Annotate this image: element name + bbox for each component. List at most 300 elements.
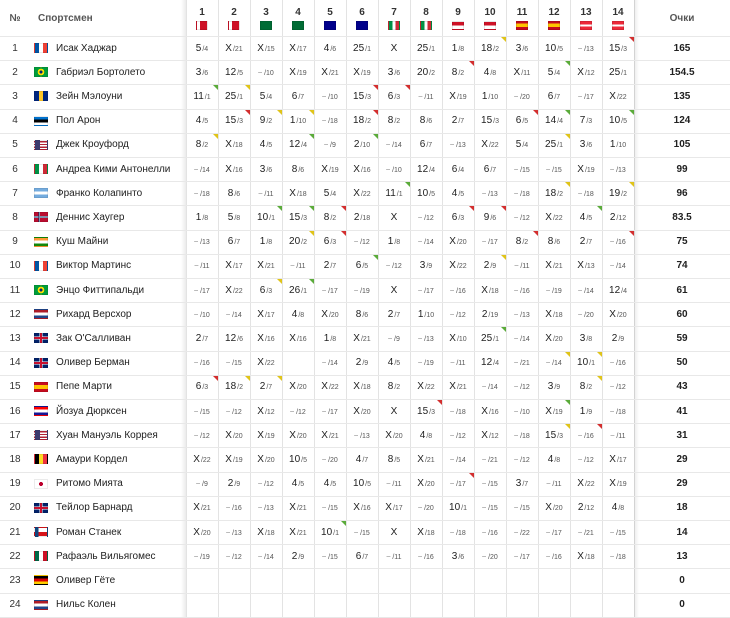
race-result: [442, 472, 474, 496]
race-result: [410, 278, 442, 302]
position-number: 4: [12, 115, 18, 127]
driver-name[interactable]: [30, 447, 186, 471]
netherlands-flag-icon: [34, 600, 48, 610]
result-grid: /4: [458, 166, 465, 174]
result-finish: X: [481, 139, 488, 151]
result-grid: /17: [328, 408, 338, 416]
result-grid: /9: [234, 481, 241, 489]
result-grid: /15: [488, 505, 498, 513]
round-header-3[interactable]: [250, 0, 282, 36]
driver-name[interactable]: [30, 351, 186, 375]
driver-name[interactable]: [30, 423, 186, 447]
driver-name[interactable]: [30, 593, 186, 617]
race-result: [250, 60, 282, 84]
race-result: [474, 60, 506, 84]
driver-name[interactable]: [30, 181, 186, 205]
result-grid: /11: [200, 263, 210, 271]
result-finish: 4: [387, 357, 394, 369]
result-finish: –: [514, 213, 519, 221]
result-grid: /20: [360, 408, 371, 416]
result-grid: /5: [557, 45, 563, 53]
result-grid: /11: [264, 190, 274, 198]
driver-points: 75: [676, 236, 688, 248]
position-number: 2: [12, 66, 18, 78]
race-result: [314, 230, 346, 254]
result-finish: –: [578, 92, 583, 100]
result-finish: 11: [385, 187, 396, 199]
row-divider: [0, 36, 730, 37]
race-result: [442, 84, 474, 108]
race-result: [314, 399, 346, 423]
result-finish: 6: [291, 90, 298, 102]
result-finish: 10: [289, 453, 301, 465]
driver-points: 96: [676, 187, 688, 199]
result-grid: /20: [328, 456, 338, 464]
result-grid: /15: [520, 505, 530, 513]
result-grid: /13: [616, 166, 626, 174]
driver-name[interactable]: [30, 375, 186, 399]
race-result: [250, 181, 282, 205]
result-grid: /1: [396, 190, 403, 198]
position-number: 20: [9, 502, 21, 514]
result-finish: 15: [545, 429, 557, 441]
result-grid: /16: [584, 432, 594, 440]
result-finish: 8: [291, 163, 298, 175]
result-grid: /5: [458, 190, 465, 198]
race-result: [378, 205, 410, 229]
result-finish: –: [194, 165, 199, 173]
result-grid: /15: [200, 408, 210, 416]
round-header-6[interactable]: [346, 0, 378, 36]
driver-points: 61: [676, 284, 688, 296]
result-finish: X: [577, 163, 584, 175]
row-divider: [0, 302, 730, 303]
result-grid: /3: [557, 432, 563, 440]
race-result: [282, 423, 314, 447]
result-grid: /19: [488, 311, 499, 319]
result-finish: 2: [291, 550, 298, 562]
result-finish: 25: [481, 332, 493, 344]
result-finish: 25: [225, 90, 237, 102]
round-header-11[interactable]: [506, 0, 538, 36]
race-result: [602, 133, 634, 157]
race-result: [250, 157, 282, 181]
driver-name[interactable]: [30, 302, 186, 326]
result-finish: –: [322, 504, 327, 512]
result-finish: X: [257, 308, 264, 320]
result-grid: /6: [330, 45, 337, 53]
result-finish: –: [514, 407, 519, 415]
race-result: [250, 133, 282, 157]
saudi-flag-icon: [260, 21, 272, 30]
result-grid: /4: [493, 360, 499, 368]
result-grid: /9: [554, 384, 561, 392]
result-grid: /11: [296, 263, 306, 271]
driver-name-text: Оливер Гёте: [56, 574, 116, 586]
header-pos: №: [9, 12, 21, 24]
round-header-13[interactable]: [570, 0, 602, 36]
driver-points: 124: [673, 115, 691, 127]
race-result: [218, 302, 250, 326]
result-finish: –: [226, 504, 231, 512]
race-result: [378, 568, 410, 592]
result-grid: /12: [392, 263, 402, 271]
race-result: [538, 109, 570, 133]
driver-name[interactable]: [30, 568, 186, 592]
race-result: [410, 230, 442, 254]
result-finish: X: [577, 550, 584, 562]
race-result: [378, 181, 410, 205]
race-result: [186, 568, 218, 592]
brazil-flag-icon: [34, 285, 48, 295]
result-finish: –: [610, 528, 615, 536]
race-result: [570, 399, 602, 423]
race-result: [410, 544, 442, 568]
result-finish: –: [322, 407, 327, 415]
result-grid: /12: [488, 432, 499, 440]
race-result: [282, 544, 314, 568]
result-finish: –: [290, 407, 295, 415]
result-finish: 25: [417, 42, 429, 54]
result-grid: /21: [296, 505, 307, 513]
race-result: [538, 568, 570, 592]
race-result: [378, 544, 410, 568]
result-grid: /22: [264, 360, 275, 368]
driver-name[interactable]: [30, 230, 186, 254]
race-result: [314, 109, 346, 133]
round-header-7[interactable]: [378, 0, 410, 36]
round-number: 6: [359, 6, 365, 18]
round-header-1[interactable]: [186, 0, 218, 36]
result-finish: –: [514, 383, 519, 391]
result-finish: 8: [419, 115, 426, 127]
spain-flag-icon: [548, 21, 560, 30]
result-grid: /5: [429, 190, 435, 198]
driver-name[interactable]: [30, 109, 186, 133]
race-result: [538, 423, 570, 447]
race-result: [442, 133, 474, 157]
driver-name[interactable]: [30, 399, 186, 423]
result-grid: /1: [237, 93, 243, 101]
result-grid: /16: [488, 408, 499, 416]
result-grid: /6: [298, 166, 305, 174]
driver-name[interactable]: [30, 133, 186, 157]
race-result: [506, 109, 538, 133]
result-finish: 2: [323, 260, 330, 272]
race-result: [250, 326, 282, 350]
race-result: [506, 399, 538, 423]
row-divider: [0, 568, 730, 569]
race-result: [538, 157, 570, 181]
result-grid: /9: [586, 408, 593, 416]
result-finish: –: [418, 92, 423, 100]
driver-points: 13: [676, 550, 688, 562]
result-finish: 4: [323, 42, 330, 54]
result-finish: 9: [483, 211, 490, 223]
driver-name[interactable]: [30, 84, 186, 108]
result-finish: 1: [195, 211, 202, 223]
round-header-4[interactable]: [282, 0, 314, 36]
race-result: [474, 230, 506, 254]
result-finish: 15: [417, 405, 429, 417]
result-grid: /19: [296, 69, 307, 77]
monaco-flag-icon: [452, 21, 464, 30]
driver-points: 31: [676, 429, 688, 441]
race-result: [602, 472, 634, 496]
driver-points: 18: [676, 502, 688, 514]
result-finish: X: [390, 284, 398, 296]
race-result: [186, 520, 218, 544]
result-finish: 18: [545, 187, 557, 199]
result-finish: 15: [353, 90, 365, 102]
race-result: [346, 568, 378, 592]
round-header-8[interactable]: [410, 0, 442, 36]
result-grid: /4: [330, 190, 337, 198]
race-result: [378, 60, 410, 84]
driver-name[interactable]: [30, 496, 186, 520]
result-grid: /1: [301, 287, 307, 295]
race-result: [218, 351, 250, 375]
result-finish: 6: [451, 211, 458, 223]
result-grid: /22: [200, 456, 211, 464]
result-grid: /19: [552, 408, 563, 416]
round-header-5[interactable]: [314, 0, 346, 36]
position-number: 6: [12, 163, 18, 175]
result-grid: /16: [232, 505, 242, 513]
result-finish: 2: [577, 502, 584, 514]
result-finish: –: [322, 552, 327, 560]
result-grid: /21: [456, 384, 467, 392]
result-finish: 1: [579, 405, 586, 417]
driver-name[interactable]: [30, 326, 186, 350]
result-finish: 12: [481, 357, 493, 369]
result-grid: /15: [360, 529, 370, 537]
race-result: [314, 157, 346, 181]
result-grid: /9: [362, 360, 369, 368]
result-grid: /18: [264, 529, 275, 537]
race-result: [474, 399, 506, 423]
result-finish: X: [289, 332, 296, 344]
column-divider: [506, 0, 507, 618]
race-result: [282, 254, 314, 278]
result-finish: –: [194, 286, 199, 294]
header-driver: Спортсмен: [38, 12, 93, 24]
driver-name[interactable]: [30, 544, 186, 568]
result-finish: –: [610, 431, 615, 439]
result-finish: X: [449, 332, 456, 344]
result-finish: X: [225, 284, 232, 296]
result-grid: /21: [200, 505, 211, 513]
race-result: [538, 375, 570, 399]
result-finish: –: [194, 552, 199, 560]
result-grid: /4: [202, 45, 209, 53]
race-result: [506, 205, 538, 229]
race-result: [218, 205, 250, 229]
race-result: [378, 109, 410, 133]
result-finish: X: [193, 502, 200, 514]
result-grid: /3: [586, 118, 593, 126]
result-grid: /22: [328, 384, 339, 392]
result-finish: –: [514, 455, 519, 463]
race-result: [442, 109, 474, 133]
result-grid: /14: [392, 142, 402, 150]
result-finish: 6: [195, 381, 202, 393]
result-finish: –: [546, 528, 551, 536]
result-grid: /8: [554, 456, 561, 464]
result-grid: /5: [202, 118, 209, 126]
result-finish: –: [482, 189, 487, 197]
round-header-10[interactable]: [474, 0, 506, 36]
race-result: [506, 423, 538, 447]
result-finish: X: [289, 502, 296, 514]
result-finish: 5: [195, 42, 202, 54]
result-finish: 2: [259, 381, 266, 393]
result-grid: /16: [264, 335, 275, 343]
race-result: [186, 375, 218, 399]
race-result: [506, 568, 538, 592]
race-result: [314, 302, 346, 326]
result-grid: /3: [202, 384, 209, 392]
result-finish: –: [354, 286, 359, 294]
driver-name[interactable]: [30, 472, 186, 496]
race-result: [602, 568, 634, 592]
race-result: [186, 472, 218, 496]
result-finish: –: [610, 165, 615, 173]
round-header-2[interactable]: [218, 0, 250, 36]
result-finish: –: [354, 528, 359, 536]
race-result: [442, 496, 474, 520]
race-result: [346, 36, 378, 60]
race-result: [570, 205, 602, 229]
result-finish: 4: [483, 66, 490, 78]
result-finish: 6: [483, 163, 490, 175]
race-result: [506, 157, 538, 181]
round-header-14[interactable]: [602, 0, 634, 36]
round-number: 11: [516, 6, 528, 18]
result-grid: /10: [264, 69, 274, 77]
result-finish: 1: [387, 236, 394, 248]
result-grid: /1: [461, 505, 467, 513]
result-finish: 5: [227, 211, 234, 223]
result-grid: /18: [616, 408, 626, 416]
race-result: [186, 544, 218, 568]
result-grid: /2: [330, 214, 337, 222]
result-grid: /12: [200, 432, 210, 440]
row-divider: [0, 278, 730, 279]
race-result: [314, 133, 346, 157]
result-grid: /20: [296, 384, 307, 392]
result-finish: 4: [419, 429, 426, 441]
driver-name-text: Куш Майни: [56, 236, 109, 248]
result-grid: /18: [456, 408, 466, 416]
race-result: [506, 36, 538, 60]
result-grid: /11: [552, 481, 562, 489]
driver-points: 29: [676, 453, 688, 465]
race-result: [442, 447, 474, 471]
result-finish: X: [609, 453, 616, 465]
header-points: Очки: [669, 12, 695, 24]
result-finish: X: [385, 429, 392, 441]
result-finish: 1: [451, 42, 458, 54]
norway-flag-icon: [34, 212, 48, 222]
round-header-12[interactable]: [538, 0, 570, 36]
race-result: [186, 447, 218, 471]
result-grid: /18: [520, 190, 530, 198]
result-finish: 6: [227, 236, 234, 248]
race-result: [442, 230, 474, 254]
result-grid: /17: [520, 553, 530, 561]
result-grid: /9: [202, 481, 208, 489]
position-number: 13: [9, 332, 21, 344]
driver-name[interactable]: [30, 60, 186, 84]
result-finish: 8: [387, 115, 394, 127]
result-finish: –: [450, 528, 455, 536]
driver-name[interactable]: [30, 520, 186, 544]
race-result: [218, 593, 250, 617]
race-result: [538, 447, 570, 471]
race-result: [506, 544, 538, 568]
result-finish: X: [353, 405, 360, 417]
race-result: [506, 230, 538, 254]
result-grid: /2: [429, 69, 435, 77]
race-result: [538, 302, 570, 326]
sticky-shadow: [634, 0, 639, 618]
round-header-9[interactable]: [442, 0, 474, 36]
driver-name[interactable]: [30, 36, 186, 60]
race-result: [250, 278, 282, 302]
result-finish: 6: [355, 260, 362, 272]
result-grid: /16: [616, 360, 626, 368]
result-finish: X: [257, 42, 264, 54]
result-finish: 20: [289, 236, 301, 248]
usa-flag-icon: [34, 140, 48, 150]
race-result: [346, 230, 378, 254]
driver-name[interactable]: [30, 254, 186, 278]
race-result: [218, 423, 250, 447]
driver-name[interactable]: [30, 157, 186, 181]
result-grid: /13: [200, 239, 210, 247]
round-number: 7: [391, 6, 397, 18]
result-finish: 6: [259, 284, 266, 296]
race-result: [570, 423, 602, 447]
result-grid: /20: [328, 311, 339, 319]
result-grid: /17: [392, 505, 403, 513]
result-grid: /18: [488, 287, 499, 295]
result-grid: /12: [296, 408, 306, 416]
result-grid: /8: [202, 214, 209, 222]
driver-name[interactable]: [30, 278, 186, 302]
race-result: [282, 593, 314, 617]
result-grid: /21: [424, 456, 435, 464]
result-grid: /11: [456, 360, 466, 368]
race-result: [282, 375, 314, 399]
race-result: [506, 472, 538, 496]
result-finish: X: [225, 429, 232, 441]
result-finish: 8: [227, 187, 234, 199]
driver-points: 165: [673, 42, 691, 54]
result-grid: /4: [522, 142, 529, 150]
result-grid: /2: [586, 384, 593, 392]
race-result: [282, 36, 314, 60]
mexico-flag-icon: [34, 551, 48, 561]
result-finish: –: [610, 262, 615, 270]
result-finish: X: [417, 453, 424, 465]
driver-name[interactable]: [30, 205, 186, 229]
result-finish: 2: [227, 478, 234, 490]
driver-name-text: Виктор Мартинс: [56, 260, 132, 272]
position-number: 3: [12, 90, 18, 102]
race-result: [250, 230, 282, 254]
